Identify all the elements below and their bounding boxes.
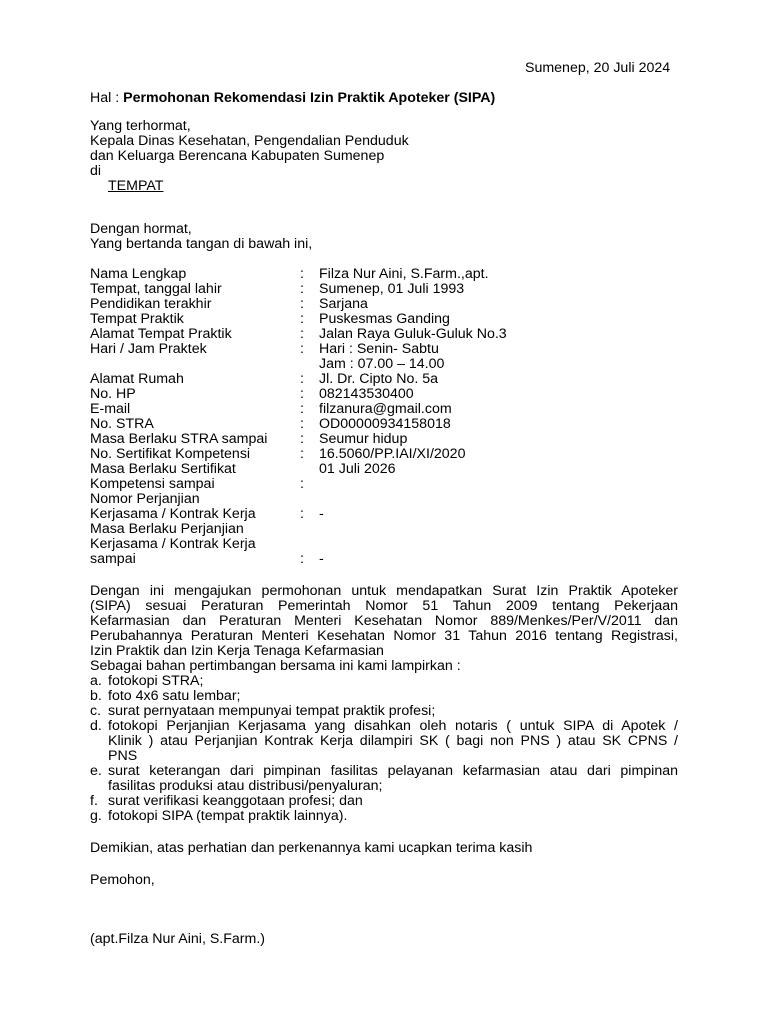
signature-name: (apt.Filza Nur Aini, S.Farm.)	[90, 931, 266, 947]
list-item	[90, 689, 678, 704]
field-row	[90, 267, 678, 282]
list-item-text: foto 4x6 satu lembar;	[108, 688, 241, 704]
recipient-block	[90, 119, 409, 194]
field-separator: :	[300, 446, 304, 462]
list-item	[90, 704, 678, 719]
list-item-text: surat verifikasi keanggotaan profesi; dan	[108, 793, 363, 809]
field-row	[90, 282, 678, 297]
recipient-line: Kepala Dinas Kesehatan, Pengendalian Penduduk	[90, 133, 409, 149]
list-marker: g.	[90, 808, 102, 824]
field-row	[90, 417, 678, 432]
greeting: Dengan hormat,	[90, 221, 192, 237]
list-item-text: fotokopi SIPA (tempat praktik lainnya).	[108, 808, 348, 824]
field-row	[90, 312, 678, 327]
list-item-text: fasilitas produksi atau distribusi/penyaluran;	[108, 778, 383, 794]
field-value: Hari : Senin- Sabtu	[319, 341, 439, 357]
field-row	[90, 402, 678, 417]
attachments-intro: Sebagai bahan pertimbangan bersama ini kami lampirkan :	[90, 658, 461, 674]
field-separator: :	[300, 311, 304, 327]
field-separator: :	[300, 386, 304, 402]
field-value: 01 Juli 2026	[319, 461, 396, 477]
field-label: Alamat Rumah	[90, 371, 184, 387]
field-separator: :	[300, 506, 304, 522]
applicant-details	[90, 267, 678, 567]
list-marker: c.	[90, 703, 102, 719]
field-label: No. HP	[90, 386, 136, 402]
field-label: Kerjasama / Kontrak Kerja	[90, 506, 256, 522]
field-value: Puskesmas Ganding	[319, 311, 450, 327]
signoff: Pemohon,	[90, 872, 155, 888]
body-line: (SIPA) sesuai Peraturan Pemerintah Nomor 51 Tahun 2009 tentang Pekerjaan	[90, 598, 678, 614]
field-row	[90, 297, 678, 312]
field-separator: :	[300, 296, 304, 312]
field-label: Masa Berlaku Sertifikat	[90, 461, 236, 477]
field-value: 082143530400	[319, 386, 414, 402]
field-separator: :	[300, 281, 304, 297]
list-item	[90, 674, 678, 689]
field-label: E-mail	[90, 401, 131, 417]
field-row	[90, 507, 678, 522]
field-value: Jalan Raya Guluk-Guluk No.3	[319, 326, 507, 342]
field-value: filzanura@gmail.com	[319, 401, 452, 417]
field-separator: :	[300, 341, 304, 357]
body-line: Dengan ini mengajukan permohonan untuk mendapatkan Surat Izin Praktik Apoteker	[90, 583, 678, 599]
field-value: Sumenep, 01 Juli 1993	[319, 281, 465, 297]
field-label: Nama Lengkap	[90, 266, 187, 282]
body-line: Perubahannya Peraturan Menteri Kesehatan Nomor 31 Tahun 2016 tentang Registrasi,	[90, 628, 678, 644]
field-row	[90, 462, 678, 477]
list-marker: b.	[90, 688, 102, 704]
field-label: Hari / Jam Praktek	[90, 341, 207, 357]
field-row	[90, 357, 678, 372]
field-separator: :	[300, 476, 304, 492]
recipient-line: dan Keluarga Berencana Kabupaten Sumenep	[90, 148, 385, 164]
subject-prefix: Hal :	[90, 90, 120, 106]
greeting-block	[90, 222, 312, 252]
field-value: -	[319, 506, 324, 522]
list-item-text: surat pernyataan mempunyai tempat praktik profesi;	[108, 703, 436, 719]
list-marker: a.	[90, 673, 102, 689]
field-row	[90, 327, 678, 342]
intro-line: Yang bertanda tangan di bawah ini,	[90, 236, 313, 252]
list-item-text: PNS	[108, 748, 138, 764]
list-item	[90, 809, 678, 824]
field-row	[90, 537, 678, 552]
closing-line: Demikian, atas perhatian dan perkenannya kami ucapkan terima kasih	[90, 840, 533, 856]
date-line: Sumenep, 20 Juli 2024	[525, 60, 671, 76]
field-label: Masa Berlaku STRA sampai	[90, 431, 268, 447]
list-item	[90, 764, 678, 794]
field-label: Masa Berlaku Perjanjian	[90, 521, 244, 537]
recipient-line: di	[90, 163, 102, 179]
field-row	[90, 522, 678, 537]
field-value: -	[319, 551, 324, 567]
body-line: Kefarmasian dan Peraturan Menteri Kesehatan Nomor 889/Menkes/Per/V/2011 dan	[90, 613, 678, 629]
field-separator: :	[300, 401, 304, 417]
field-separator: :	[300, 416, 304, 432]
field-label: sampai	[90, 551, 136, 567]
field-label: No. Sertifikat Kompetensi	[90, 446, 251, 462]
field-row	[90, 447, 678, 462]
field-label: Alamat Tempat Praktik	[90, 326, 232, 342]
field-value: Jam : 07.00 – 14.00	[319, 356, 445, 372]
field-row	[90, 477, 678, 492]
field-row	[90, 387, 678, 402]
list-item-text: Klinik ) atau Perjanjian Kontrak Kerja dilampiri SK ( bagi non PNS ) atau SK CPNS /	[108, 733, 678, 749]
field-label: Tempat, tanggal lahir	[90, 281, 222, 297]
field-label: Nomor Perjanjian	[90, 491, 200, 507]
field-separator: :	[300, 266, 304, 282]
field-label: Pendidikan terakhir	[90, 296, 212, 312]
list-marker: e.	[90, 763, 102, 779]
field-separator: :	[300, 326, 304, 342]
field-separator: :	[300, 431, 304, 447]
field-label: Kerjasama / Kontrak Kerja	[90, 536, 256, 552]
field-row	[90, 492, 678, 507]
field-value: Seumur hidup	[319, 431, 408, 447]
list-marker: f.	[90, 793, 98, 809]
attachments-list	[90, 674, 678, 824]
list-item-text: fotokopi Perjanjian Kerjasama yang disahkan oleh notaris ( untuk SIPA di Apotek /	[108, 718, 678, 734]
field-separator: :	[300, 551, 304, 567]
recipient-place: TEMPAT	[108, 178, 164, 194]
body-line: Izin Praktik dan Izin Kerja Tenaga Kefarmasian	[90, 643, 384, 659]
subject-title: Permohonan Rekomendasi Izin Praktik Apoteker (SIPA)	[123, 90, 496, 106]
field-separator: :	[300, 371, 304, 387]
field-label: No. STRA	[90, 416, 154, 432]
field-row	[90, 432, 678, 447]
field-value: Filza Nur Aini, S.Farm.,apt.	[319, 266, 489, 282]
subject-line	[90, 91, 495, 106]
list-item	[90, 794, 678, 809]
field-value: OD00000934158018	[319, 416, 451, 432]
list-item	[90, 719, 678, 764]
field-row	[90, 342, 678, 357]
field-label: Tempat Praktik	[90, 311, 184, 327]
field-row	[90, 552, 678, 567]
list-item-text: fotokopi STRA;	[108, 673, 204, 689]
field-value: Jl. Dr. Cipto No. 5a	[319, 371, 439, 387]
list-item-text: surat keterangan dari pimpinan fasilitas pelayanan kefarmasian atau dari pimpinan	[108, 763, 678, 779]
field-row	[90, 372, 678, 387]
field-value: Sarjana	[319, 296, 368, 312]
field-value: 16.5060/PP.IAI/XI/2020	[319, 446, 466, 462]
list-marker: d.	[90, 718, 102, 734]
field-label: Kompetensi sampai	[90, 476, 215, 492]
recipient-line: Yang terhormat,	[90, 118, 191, 134]
body-paragraph	[90, 584, 678, 674]
